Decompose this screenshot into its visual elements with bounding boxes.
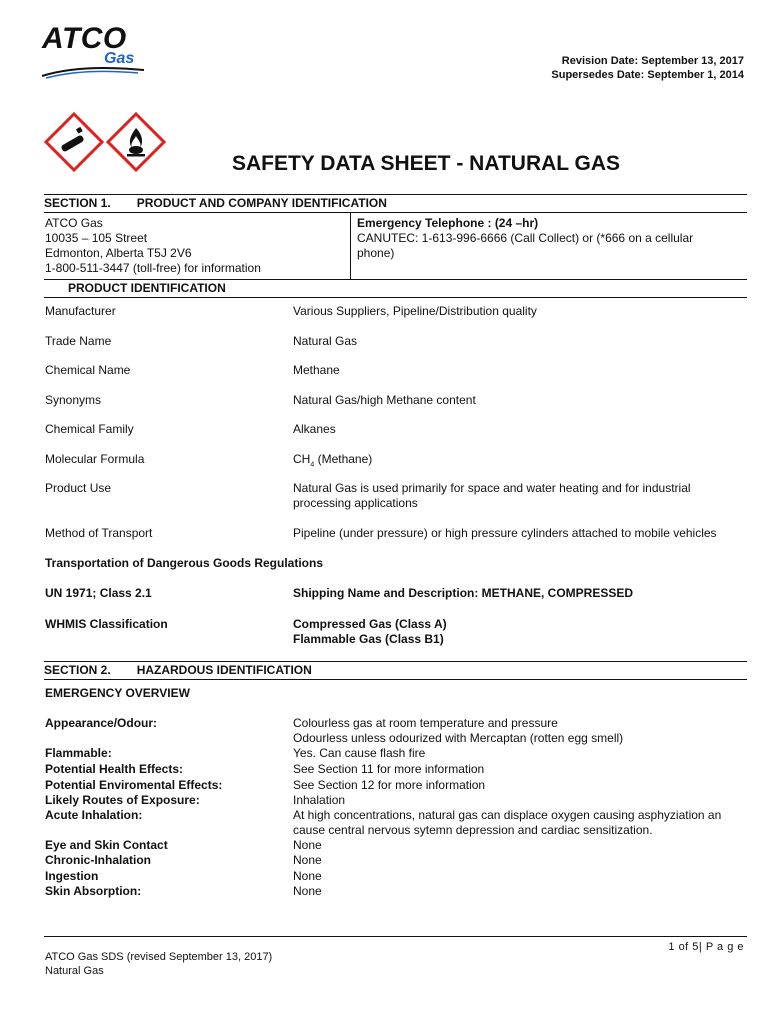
section2-heading xyxy=(44,663,312,677)
page-number: 1 of 5| P a g e xyxy=(668,941,744,953)
page-title: SAFETY DATA SHEET - NATURAL GAS xyxy=(231,152,621,175)
hazard-value-acute-inhalation: At high concentrations, natural gas can displace oxygen causing asphyziation an xyxy=(293,808,722,822)
emergency-overview-heading: EMERGENCY OVERVIEW xyxy=(45,686,190,700)
row-label-chemical-name: Chemical Name xyxy=(45,363,131,377)
hazard-value-ingestion: None xyxy=(293,869,322,883)
section1-bottom-rule xyxy=(44,212,747,213)
row-label-method-of-transport: Method of Transport xyxy=(45,526,153,540)
row-label-manufacturer: Manufacturer xyxy=(45,304,116,318)
whmis-value-1: Compressed Gas (Class A) xyxy=(293,617,447,631)
footer-line1: ATCO Gas SDS (revised September 13, 2017) xyxy=(45,951,273,963)
section2-top-rule xyxy=(44,661,747,662)
logo-gas-text: Gas xyxy=(104,50,135,67)
hazard-value-flammable: Yes. Can cause flash fire xyxy=(293,746,426,760)
section1-top-rule xyxy=(44,194,747,195)
row-value-synonyms: Natural Gas/high Methane content xyxy=(293,393,476,407)
whmis-value-2: Flammable Gas (Class B1) xyxy=(293,632,444,646)
appearance-value-1: Colourless gas at room temperature and pressure xyxy=(293,716,558,730)
product-id-heading: PRODUCT IDENTIFICATION xyxy=(68,281,226,295)
hazard-label-eye-skin: Eye and Skin Contact xyxy=(45,838,168,852)
row-label-product-use: Product Use xyxy=(45,481,112,495)
row-value-manufacturer: Various Suppliers, Pipeline/Distribution quality xyxy=(293,304,537,318)
emergency-heading: Emergency Telephone : (24 –hr) xyxy=(357,216,539,230)
hazard-label-skin-absorption: Skin Absorption: xyxy=(45,884,142,898)
hazard-value-chronic: None xyxy=(293,853,322,867)
section2-number: SECTION 2. xyxy=(44,663,111,677)
hazard-value-routes: Inhalation xyxy=(293,793,346,807)
supersedes-date: Supersedes Date: September 1, 2014 xyxy=(551,69,744,81)
product-id-bottom-rule xyxy=(44,297,747,298)
section2-title: HAZARDOUS IDENTIFICATION xyxy=(136,663,312,677)
column-divider xyxy=(350,213,351,279)
row-label-molecular-formula: Molecular Formula xyxy=(45,452,145,466)
section2-bottom-rule xyxy=(44,679,747,680)
hazard-label-acute-inhalation: Acute Inhalation: xyxy=(45,808,143,822)
un-label: UN 1971; Class 2.1 xyxy=(45,586,152,600)
hazard-value-eye-skin: None xyxy=(293,838,322,852)
row-value-chemical-name: Methane xyxy=(293,363,340,377)
hazard-value-skin-absorption: None xyxy=(293,884,322,898)
logo-swoosh-icon xyxy=(40,60,150,80)
tdg-heading: Transportation of Dangerous Goods Regulations xyxy=(45,556,324,570)
un-value: Shipping Name and Description: METHANE, COMPRESSED xyxy=(293,586,634,600)
row-label-trade-name: Trade Name xyxy=(45,334,112,348)
appearance-label: Appearance/Odour: xyxy=(45,716,158,730)
product-id-top-rule xyxy=(44,279,747,280)
hazard-label-routes: Likely Routes of Exposure: xyxy=(45,793,200,807)
hazard-value-acute-inhalation-line2: cause central nervous sytemn depression and cardiac sensitization. xyxy=(293,823,653,837)
row-value-product-use-line2: processing applications xyxy=(293,496,418,510)
hazard-label-environmental: Potential Enviromental Effects: xyxy=(45,778,223,792)
emergency-line1: CANUTEC: 1-613-996-6666 (Call Collect) or (*666 on a cellular xyxy=(357,231,694,245)
row-label-chemical-family: Chemical Family xyxy=(45,422,134,436)
company-city: Edmonton, Alberta T5J 2V6 xyxy=(45,246,192,260)
row-value-trade-name: Natural Gas xyxy=(293,334,358,348)
footer-rule xyxy=(44,936,747,937)
company-name: ATCO Gas xyxy=(45,216,103,230)
hazard-value-health: See Section 11 for more information xyxy=(293,762,485,776)
row-value-molecular-formula: $CH_4$ (Methane) xyxy=(293,452,373,469)
row-value-method-of-transport: Pipeline (under pressure) or high pressure cylinders attached to mobile vehicles xyxy=(293,526,717,540)
hazard-label-health: Potential Health Effects: xyxy=(45,762,184,776)
hazard-value-environmental: See Section 12 for more information xyxy=(293,778,486,792)
revision-date: Revision Date: September 13, 2017 xyxy=(561,55,744,67)
logo-atco-text: ATCO xyxy=(42,22,127,55)
emergency-line2: phone) xyxy=(357,246,395,260)
section1-heading xyxy=(44,196,387,210)
hazard-label-ingestion: Ingestion xyxy=(45,869,99,883)
row-label-synonyms: Synonyms xyxy=(45,393,102,407)
hazard-label-chronic: Chronic-Inhalation xyxy=(45,853,151,867)
hazard-label-flammable: Flammable: xyxy=(45,746,112,760)
appearance-value-2: Odourless unless odourized with Mercaptan (rotten egg smell) xyxy=(293,731,624,745)
section1-title: PRODUCT AND COMPANY IDENTIFICATION xyxy=(136,196,387,210)
whmis-label: WHMIS Classification xyxy=(45,617,168,631)
company-street: 10035 – 105 Street xyxy=(45,231,148,245)
footer-line2: Natural Gas xyxy=(45,965,104,977)
row-value-chemical-family: Alkanes xyxy=(293,422,336,436)
section1-number: SECTION 1. xyxy=(44,196,111,210)
company-phone: 1-800-511-3447 (toll-free) for information xyxy=(45,261,261,275)
row-value-product-use: Natural Gas is used primarily for space and water heating and for industrial xyxy=(293,481,691,495)
